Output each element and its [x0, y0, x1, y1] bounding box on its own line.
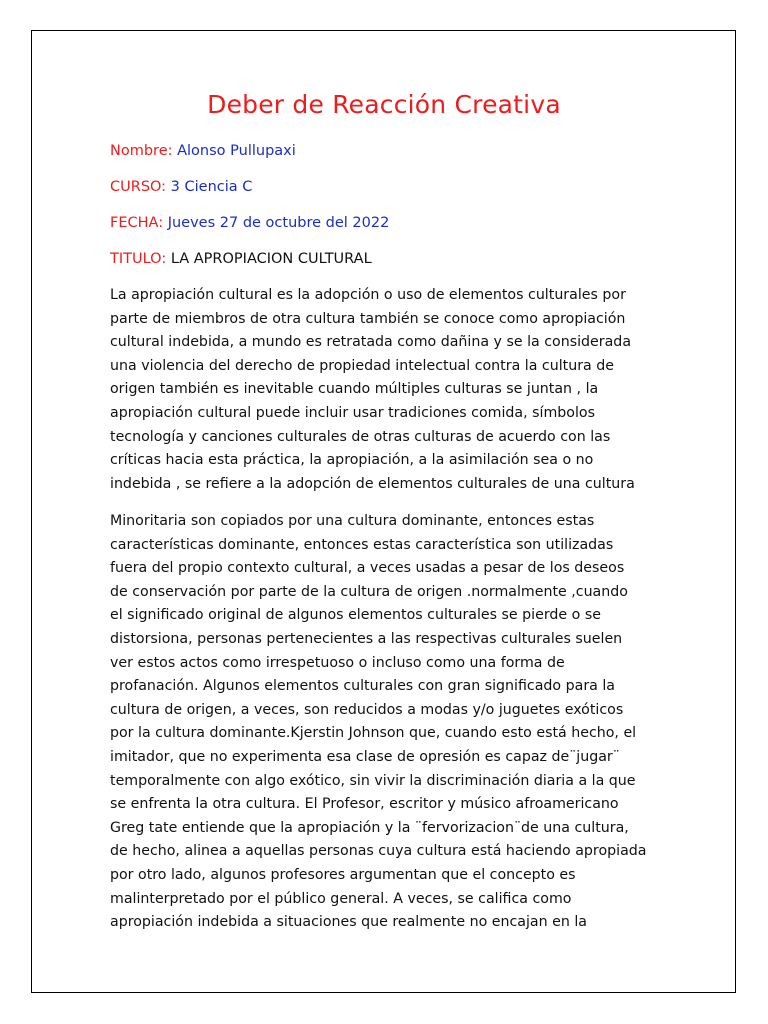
paragraph-line: distorsiona, personas pertenecientes a las respectivas culturales suelen	[110, 630, 623, 647]
paragraph-line: de hecho, alinea a aquellas personas cuya cultura está haciendo apropiada	[110, 843, 647, 860]
field-titulo-value: LA APROPIACION CULTURAL	[170, 251, 372, 267]
field-nombre	[110, 141, 296, 161]
paragraph-line: cultural indebida, a mundo es retratada como dañina y se la considerada	[110, 334, 632, 351]
paragraph-line: fuera del propio contexto cultural, a veces usadas a pesar de los deseos	[110, 560, 625, 577]
paragraph-line: profanación. Algunos elementos culturales con gran significado para la	[110, 678, 615, 695]
body-paragraph-2	[110, 510, 670, 935]
field-curso-label: CURSO:	[110, 179, 171, 195]
paragraph-line: se enfrenta la otra cultura. El Profesor, escritor y músico afroamericano	[110, 796, 619, 813]
paragraph-line: por otro lado, algunos profesores argumentan que el concepto es	[110, 866, 576, 883]
paragraph-line: parte de miembros de otra cultura también se conoce como apropiación	[110, 310, 626, 327]
document-title: Deber de Reacción Creativa	[207, 90, 561, 119]
paragraph-line: el significado original de algunos elementos culturales se pierde o se	[110, 607, 601, 624]
paragraph-line: malinterpretado por el público general. A veces, se califica como	[110, 890, 572, 907]
paragraph-line: ver estos actos como irrespetuoso o incluso como una forma de	[110, 654, 565, 671]
field-curso-value: 3 Ciencia C	[170, 179, 253, 195]
paragraph-line: apropiación indebida a situaciones que realmente no encajan en la	[110, 914, 587, 931]
field-fecha-value: Jueves 27 de octubre del 2022	[167, 215, 390, 231]
field-titulo-label: TITULO:	[110, 251, 171, 267]
paragraph-line: imitador, que no experimenta esa clase de opresión es capaz de¨jugar¨	[110, 748, 620, 765]
paragraph-line: origen también es inevitable cuando múltiples culturas se juntan , la	[110, 381, 599, 398]
paragraph-line: tecnología y canciones culturales de otras culturas de acuerdo con las	[110, 428, 611, 445]
paragraph-line: cultura de origen, a veces, son reducidos a modas y/o juguetes exóticos	[110, 701, 624, 718]
field-fecha	[110, 213, 389, 233]
field-curso	[110, 177, 252, 197]
paragraph-line: apropiación cultural puede incluir usar tradiciones comida, símbolos	[110, 404, 595, 421]
paragraph-line: una violencia del derecho de propiedad intelectual contra la cultura de	[110, 357, 614, 374]
body-paragraph-1	[110, 284, 670, 496]
paragraph-line: temporalmente con algo exótico, sin vivir la discriminación diaria a la que	[110, 772, 636, 789]
field-nombre-label: Nombre:	[110, 143, 178, 159]
field-nombre-value: Alonso Pullupaxi	[177, 143, 296, 159]
paragraph-line: Greg tate entiende que la apropiación y la ¨fervorizacion¨de una cultura,	[110, 819, 629, 836]
paragraph-line: La apropiación cultural es la adopción o uso de elementos culturales por	[110, 287, 626, 303]
paragraph-line: indebida , se refiere a la adopción de elementos culturales de una cultura	[110, 475, 635, 492]
paragraph-line: por la cultura dominante.Kjerstin Johnson que, cuando esto está hecho, el	[110, 725, 637, 742]
field-fecha-label: FECHA:	[110, 215, 168, 231]
paragraph-line: de conservación por parte de la cultura de origen .normalmente ,cuando	[110, 583, 628, 600]
field-titulo	[110, 249, 372, 269]
paragraph-line: características dominante, entonces estas característica son utilizadas	[110, 536, 614, 553]
paragraph-line: Minoritaria son copiados por una cultura dominante, entonces estas	[110, 513, 595, 529]
paragraph-line: críticas hacia esta práctica, la apropiación, a la asimilación sea o no	[110, 452, 594, 469]
